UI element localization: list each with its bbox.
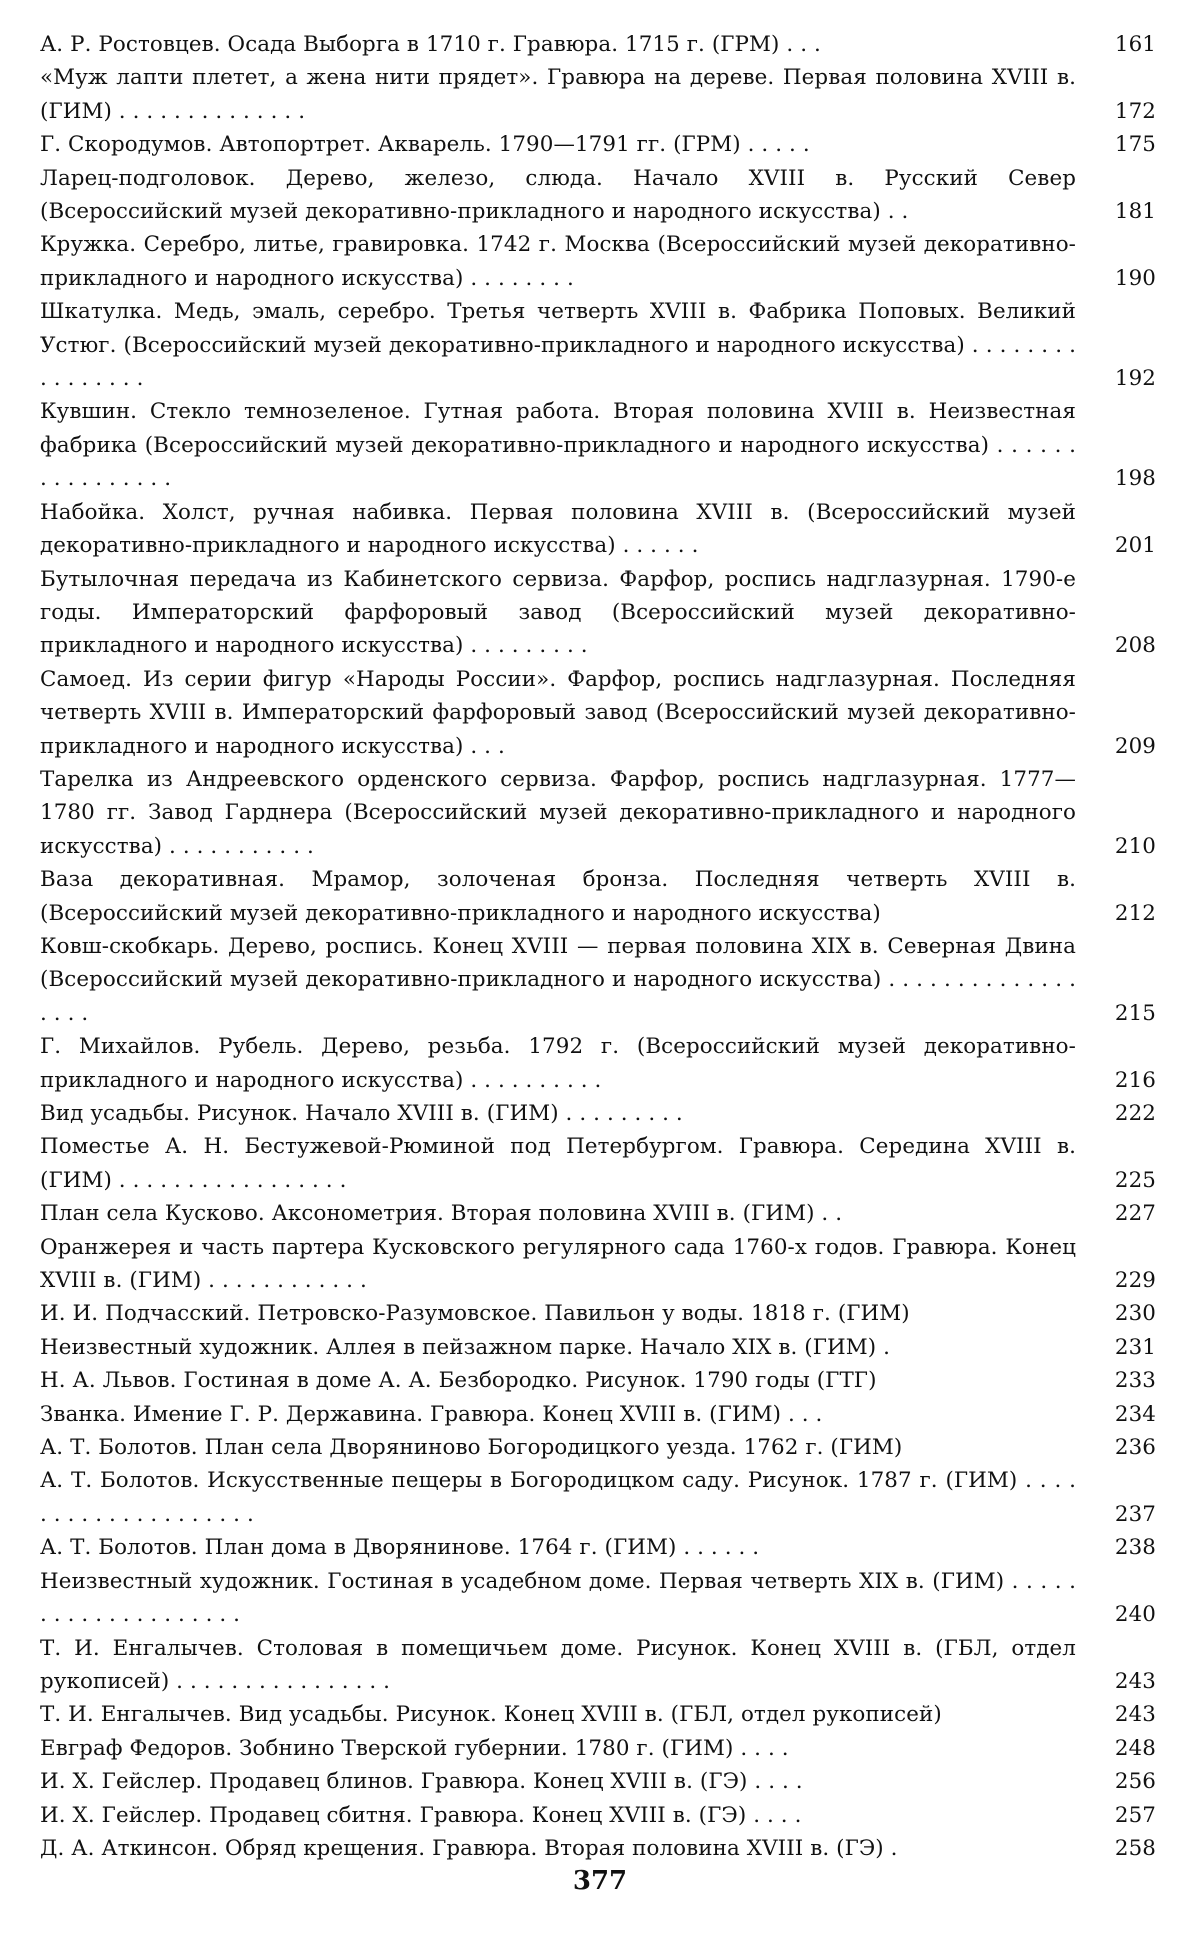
entry-page-number: 233 — [1114, 1368, 1156, 1394]
list-item — [40, 1331, 1160, 1364]
illustration-list — [40, 28, 1160, 1865]
entry-page-number: 210 — [1114, 833, 1156, 859]
entry-text: Кружка. Серебро, литье, гравировка. 1742 г. Москва (Всероссийский музей декоративно-прикладного и народного искусства) . . . . . . . . — [40, 232, 1076, 291]
list-item — [40, 1398, 1160, 1431]
list-item — [40, 228, 1160, 295]
list-item — [40, 1832, 1160, 1865]
list-item — [40, 930, 1160, 1030]
entry-text: Т. И. Енгалычев. Вид усадьбы. Рисунок. Конец XVIII в. (ГБЛ, отдел рукописей) — [40, 1702, 942, 1728]
list-item — [40, 395, 1160, 495]
list-item — [40, 128, 1160, 161]
entry-text: Самоед. Из серии фигур «Народы России». Фарфор, роспись надглазурная. Последняя четверть XVIII в. Императорский фарфоровый завод (Всероссийский музей декоративно-прикладного и народного искусства) . . . — [40, 666, 1076, 759]
entry-page-number: 248 — [1114, 1735, 1156, 1761]
entry-page-number: 257 — [1114, 1802, 1156, 1828]
entry-text: Кувшин. Стекло темнозеленое. Гутная работа. Вторая половина XVIII в. Неизвестная фабрика (Всероссийский музей декоративно-прикладного и народного искусства) . . . . . . . . . . . . . . . . — [40, 399, 1076, 492]
entry-page-number: 208 — [1114, 633, 1156, 659]
entry-page-number: 192 — [1114, 366, 1156, 392]
list-item — [40, 1231, 1160, 1298]
entry-page-number: 243 — [1114, 1668, 1156, 1694]
list-item — [40, 28, 1160, 61]
list-item — [40, 563, 1160, 663]
entry-page-number: 237 — [1114, 1501, 1156, 1527]
list-item — [40, 1364, 1160, 1397]
entry-page-number: 161 — [1114, 32, 1156, 57]
entry-page-number: 216 — [1114, 1067, 1156, 1093]
entry-page-number: 243 — [1114, 1702, 1156, 1728]
entry-page-number: 209 — [1114, 733, 1156, 759]
entry-page-number: 256 — [1114, 1769, 1156, 1795]
entry-text: Вид усадьбы. Рисунок. Начало XVIII в. (ГИМ) . . . . . . . . . — [40, 1101, 683, 1126]
list-item — [40, 1732, 1160, 1765]
list-item — [40, 1030, 1160, 1097]
list-item — [40, 162, 1160, 229]
entry-text: И. И. Подчасский. Петровско-Разумовское. Павильон у воды. 1818 г. (ГИМ) — [40, 1301, 910, 1327]
list-item — [40, 1765, 1160, 1798]
list-item — [40, 1531, 1160, 1564]
list-item — [40, 1130, 1160, 1197]
entry-text: Ковш-скобкарь. Дерево, роспись. Конец XVIII — первая половина XIX в. Северная Двина (Всероссийский музей декоративно-прикладного и народного искусства) . . . . . . . . . . . . . . . . . . — [40, 933, 1076, 1026]
entry-text: Бутылочная передача из Кабинетского сервиза. Фарфор, роспись надглазурная. 1790-е годы. Императорский фарфоровый завод (Всероссийский музей декоративно-прикладного и народного искусства) . . . . . . . . . — [40, 566, 1076, 659]
entry-text: Г. Михайлов. Рубель. Дерево, резьба. 1792 г. (Всероссийский музей декоративно-прикладного и народного искусства) . . . . . . . . . . — [40, 1034, 1076, 1093]
entry-text: А. Т. Болотов. План дома в Дворянинове. 1764 г. (ГИМ) . . . . . . — [40, 1535, 760, 1561]
entry-page-number: 227 — [1114, 1201, 1156, 1227]
entry-text: И. Х. Гейслер. Продавец блинов. Гравюра. Конец XVIII в. (ГЭ) . . . . — [40, 1769, 803, 1795]
entry-text: Ваза декоративная. Мрамор, золоченая бронза. Последняя четверть XVIII в. (Всероссийский музей декоративно-прикладного и народного искусства) — [40, 867, 1076, 926]
entry-text: Поместье А. Н. Бестужевой-Рюминой под Петербургом. Гравюра. Середина XVIII в. (ГИМ) . . . . . . . . . . . . . . . . . — [40, 1134, 1076, 1193]
list-item — [40, 1197, 1160, 1230]
list-item — [40, 1464, 1160, 1531]
entry-text: Евграф Федоров. Зобнино Тверской губернии. 1780 г. (ГИМ) . . . . — [40, 1735, 789, 1761]
list-item — [40, 763, 1160, 863]
list-item — [40, 863, 1160, 930]
entry-text: План села Кусково. Аксонометрия. Вторая половина XVIII в. (ГИМ) . . — [40, 1201, 843, 1227]
page-number: 377 — [572, 1866, 628, 1896]
entry-text: Т. И. Енгалычев. Столовая в помещичьем доме. Рисунок. Конец XVIII в. (ГБЛ, отдел рукописей) . . . . . . . . . . . . . . . . — [40, 1635, 1076, 1694]
entry-text: А. Т. Болотов. План села Дворяниново Богородицкого уезда. 1762 г. (ГИМ) — [40, 1435, 903, 1461]
entry-text: Ларец-подголовок. Дерево, железо, слюда. Начало XVIII в. Русский Север (Всероссийский музей декоративно-прикладного и народного искусства) . . — [40, 165, 1076, 225]
entry-page-number: 175 — [1114, 132, 1156, 158]
entry-text: Д. А. Аткинсон. Обряд крещения. Гравюра. Вторая половина XVIII в. (ГЭ) . — [40, 1835, 898, 1861]
entry-text: А. Т. Болотов. Искусственные пещеры в Богородицком саду. Рисунок. 1787 г. (ГИМ) . . . . . . . . . . . . . . . . . . . . — [40, 1468, 1076, 1527]
list-item — [40, 1431, 1160, 1464]
entry-page-number: 198 — [1114, 466, 1156, 492]
entry-page-number: 212 — [1114, 900, 1156, 926]
entry-page-number: 230 — [1114, 1301, 1156, 1327]
entry-text: Г. Скородумов. Автопортрет. Акварель. 1790—1791 гг. (ГРМ) . . . . . — [40, 132, 810, 158]
list-item — [40, 1799, 1160, 1832]
list-item — [40, 1632, 1160, 1699]
entry-page-number: 234 — [1114, 1401, 1156, 1427]
entry-page-number: 240 — [1114, 1602, 1156, 1628]
entry-page-number: 229 — [1114, 1268, 1156, 1294]
entry-text: Оранжерея и часть партера Кусковского регулярного сада 1760-х годов. Гравюра. Конец XVIII в. (ГИМ) . . . . . . . . . . . . — [40, 1234, 1076, 1294]
entry-text: И. Х. Гейслер. Продавец сбитня. Гравюра. Конец XVIII в. (ГЭ) . . . . — [40, 1802, 802, 1828]
list-item — [40, 1698, 1160, 1731]
entry-page-number: 225 — [1114, 1167, 1156, 1193]
entry-text: «Муж лапти плетет, а жена нити прядет». Гравюра на дереве. Первая половина XVIII в. (ГИМ) . . . . . . . . . . . . . . — [40, 65, 1076, 124]
list-item — [40, 663, 1160, 763]
entry-text: Набойка. Холст, ручная набивка. Первая половина XVIII в. (Всероссийский музей декоративно-прикладного и народного искусства) . . . . . . — [40, 499, 1076, 559]
entry-text: Н. А. Львов. Гостиная в доме А. А. Безбородко. Рисунок. 1790 годы (ГТГ) — [40, 1368, 877, 1394]
entry-page-number: 215 — [1114, 1000, 1156, 1026]
list-item — [40, 1565, 1160, 1632]
list-item — [40, 1097, 1160, 1130]
list-item — [40, 61, 1160, 128]
entry-page-number: 172 — [1114, 98, 1156, 124]
entry-text: Неизвестный художник. Аллея в пейзажном парке. Начало XIX в. (ГИМ) . — [40, 1334, 891, 1360]
entry-text: Званка. Имение Г. Р. Державина. Гравюра. Конец XVIII в. (ГИМ) . . . — [40, 1401, 823, 1427]
list-item — [40, 1297, 1160, 1330]
entry-page-number: 181 — [1114, 199, 1156, 225]
entry-text: Неизвестный художник. Гостиная в усадебном доме. Первая четверть XIX в. (ГИМ) . . . . . . . . . . . . . . . . . . . . — [40, 1568, 1076, 1628]
entry-page-number: 222 — [1114, 1101, 1156, 1126]
entry-page-number: 201 — [1114, 533, 1156, 559]
entry-page-number: 238 — [1114, 1535, 1156, 1561]
entry-text: Шкатулка. Медь, эмаль, серебро. Третья четверть XVIII в. Фабрика Поповых. Великий Устюг. (Всероссийский музей декоративно-прикладного и народного искусства) . . . . . . . . . . . . . . . . — [40, 299, 1076, 392]
list-item — [40, 496, 1160, 563]
entry-text: А. Р. Ростовцев. Осада Выборга в 1710 г. Гравюра. 1715 г. (ГРМ) . . . — [40, 32, 821, 57]
list-item — [40, 295, 1160, 395]
entry-page-number: 190 — [1114, 265, 1156, 291]
entry-page-number: 236 — [1114, 1435, 1156, 1461]
entry-text: Тарелка из Андреевского орденского сервиза. Фарфор, роспись надглазурная. 1777—1780 гг. Завод Гарднера (Всероссийский музей декоративно-прикладного и народного искусства) . . . . . . . . . . . — [40, 766, 1076, 859]
entry-page-number: 231 — [1114, 1334, 1156, 1360]
entry-page-number: 258 — [1114, 1835, 1156, 1861]
